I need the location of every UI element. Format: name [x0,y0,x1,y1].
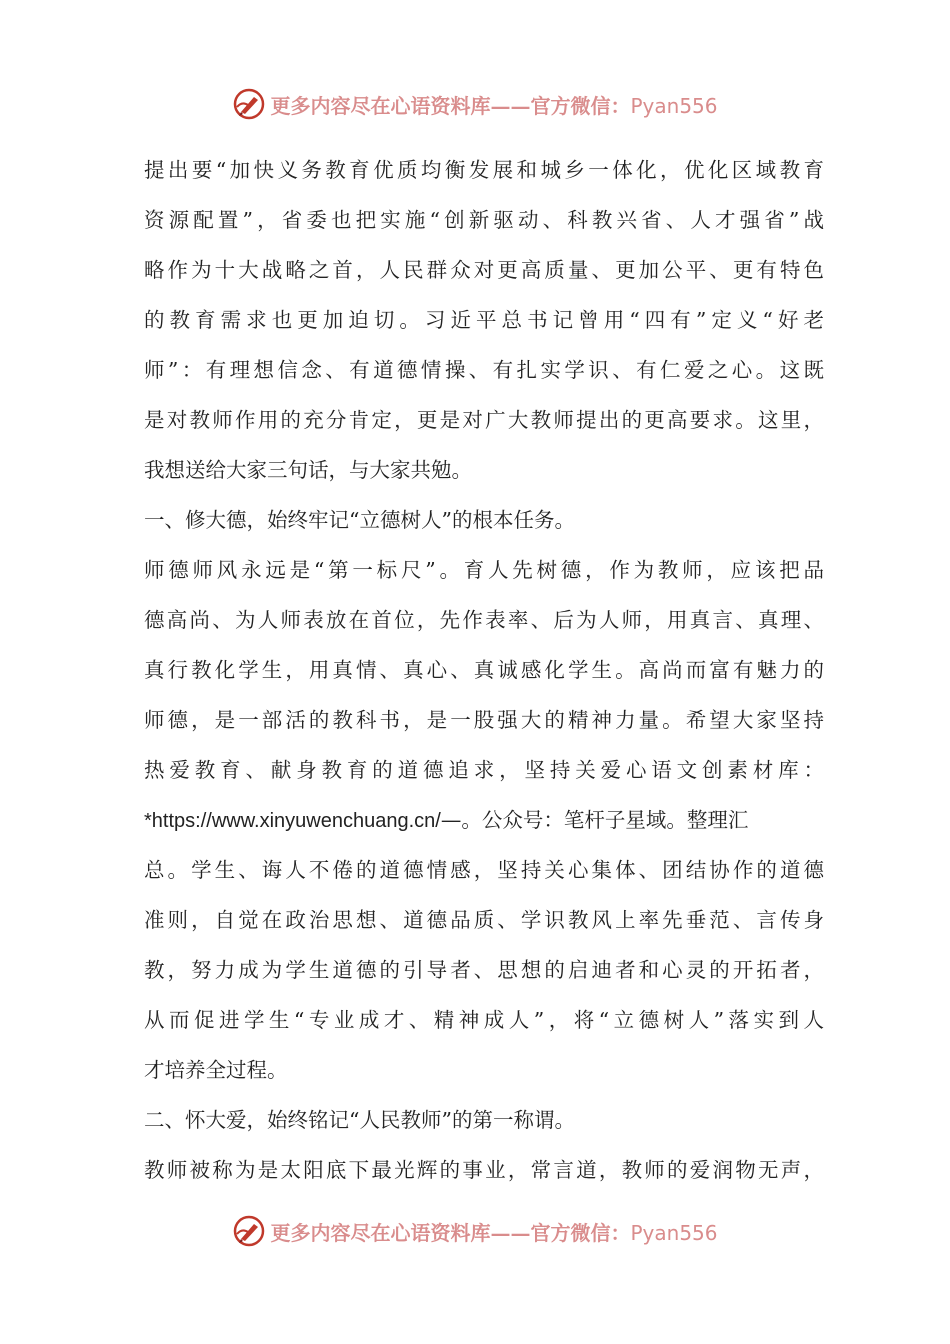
text-line: 我想送给大家三句话，与大家共勉。 [144,458,472,482]
pen-logo-icon [232,1214,266,1248]
document-body [144,145,824,1195]
text-line: 热爱教育、献身教育的道德追求，坚持关爱心语文创素材库： [144,758,824,782]
text-line: 师”：有理想信念、有道德情操、有扎实学识、有仁爱之心。这既 [144,358,824,382]
text-line: 的教育需求也更加迫切。习近平总书记曾用“四有”定义“好老 [144,308,824,332]
text-line: 总。学生、诲人不倦的道德情感，坚持关心集体、团结协作的道德 [144,858,824,882]
footer-watermark-banner [0,1211,950,1251]
text-line: 略作为十大战略之首，人民群众对更高质量、更加公平、更有特色 [144,258,824,282]
text-line: 提出要“加快义务教育优质均衡发展和城乡一体化，优化区域教育 [144,158,824,182]
text-line: 师德师风永远是“第一标尺”。育人先树德，作为教师，应该把品 [144,558,824,582]
text-line: 师德，是一部活的教科书，是一股强大的精神力量。希望大家坚持 [144,708,824,732]
text-line: 教，努力成为学生道德的引导者、思想的启迪者和心灵的开拓者， [144,958,824,982]
text-fragment: —。公众号：笔杆子星域。整理汇 [440,808,749,832]
text-line: 是对教师作用的充分肯定，更是对广大教师提出的更高要求。这里， [144,408,824,432]
header-watermark-banner [0,84,950,124]
section-heading: 二、怀大爱，始终铭记“人民教师”的第一称谓。 [144,1108,575,1132]
section-heading: 一、修大德，始终牢记“立德树人”的根本任务。 [144,508,575,532]
wechat-id: Pyan556 [630,93,718,118]
wechat-id: Pyan556 [630,1220,718,1245]
text-line: 德高尚、为人师表放在首位，先作表率、后为人师，用真言、真理、 [144,608,824,632]
text-line-with-url [144,795,824,845]
text-line: 准则，自觉在政治思想、道德品质、学识教风上率先垂范、言传身 [144,908,824,932]
text-line: 资源配置”，省委也把实施“创新驱动、科教兴省、人才强省”战 [144,208,824,232]
banner-text: 更多内容尽在心语资料库——官方微信：Pyan556 [270,1220,718,1245]
pen-logo-icon [232,87,266,121]
text-line: 真行教化学生，用真情、真心、真诚感化学生。高尚而富有魅力的 [144,658,824,682]
text-line: 从而促进学生“专业成才、精神成人”，将“立德树人”落实到人 [144,1008,824,1032]
banner-text: 更多内容尽在心语资料库——官方微信：Pyan556 [270,93,718,118]
website-url: *https://www.xinyuwenchuang.cn/ [144,810,441,832]
text-line: 教师被称为是太阳底下最光辉的事业，常言道，教师的爱润物无声， [144,1158,824,1182]
text-line: 才培养全过程。 [144,1058,288,1082]
